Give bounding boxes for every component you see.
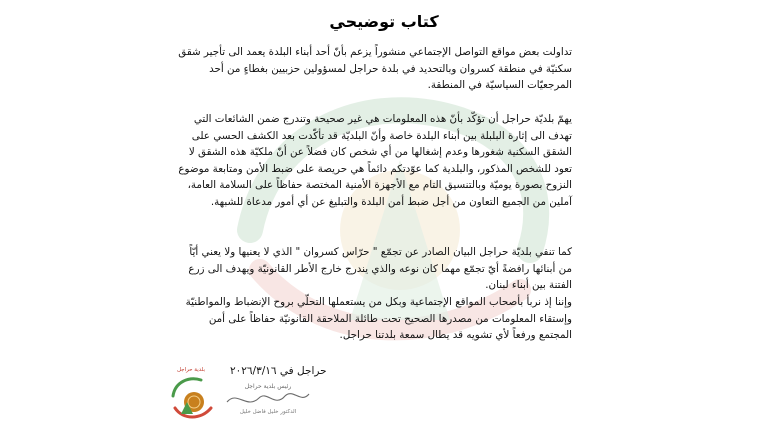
paragraph-1-text: تداولت بعض مواقع التواصل الإجتماعي منشوراً يزعم بأنّ أحد أبناء البلدة يعمد الى تأجير شقق سكنيّة في منطقة كسروان وبالتحديد في بلدة حراجل لمسؤولين حزبيين بغطاءٍ من أحد المرجعيّات السياسيّة في المنطقة. [178, 46, 572, 92]
paragraph-1 [176, 44, 572, 94]
signatory-name: الدكتور خليل فاضل خليل [239, 409, 297, 415]
paragraph-2-text: يهمّ بلديّة حراجل أن تؤكّد بأنّ هذه المعلومات هي غير صحيحة وتندرج ضمن الشائعات التي تهدف الى إثارة البلبلة بين أبناء البلدة خاصة وأنّ البلديّة قد تأكّدت بعد الكشف الحسي على الشقق السكنية شغورها وعدم إشغالها من أي شخص كان فضلاً عن أنّ ملكيّة هذه الشقق لا تعود للشخص المذكور، والبلدية كما عوّدتكم دائماً هي حريصة على ضبط الأمن ومتابعة موضوع النزوح بصورة يوميّة وبالتنسيق التام مع الأجهزة الأمنية المختصة حفاظاً على السلامة العامة، آملين من الجميع التعاون من أجل ضبط أمن البلدة والتبليغ عن أي أمور مدعاة للشبهة. [178, 113, 572, 208]
paragraph-4-text: وإننا إذ نربأ بأصحاب المواقع الإجتماعية وبكل من يستعملها التحلّي بروح الإنضباط والمواطنيّة وإستقاء المعلومات من مصدرها الصحيح تحت طائلة الملاحقة القانونيّة حفاظاً على أمن المجتمع ورفعاً لأي تشويه قد يطال سمعة بلدتنا حراجل. [185, 296, 572, 342]
paragraph-3 [176, 244, 572, 294]
seal-caption: بلدية حراجل [177, 367, 205, 373]
date-line: حراجل في ٢٠٢٦/٣/١٦ [230, 365, 327, 377]
paragraph-3-text: كما تنفي بلديّة حراجل البيان الصادر عن تجمّع " حرّاس كسروان " الذي لا يعنيها ولا يعني أيّاً من أبنائها رافضةً أيّ تجمّع مهما كان نوعه والذي يندرج خارج الأطر القانونيّة ويهدف الى زرع الفتنة بين أبناء لبنان. [188, 246, 572, 292]
signatory-title: رئيس بلدية حراجل [244, 383, 292, 390]
paragraph-2 [176, 111, 572, 211]
municipality-seal-icon [167, 366, 217, 426]
paragraph-4 [176, 294, 572, 344]
letter-title: كتاب توضيحي [329, 12, 439, 31]
